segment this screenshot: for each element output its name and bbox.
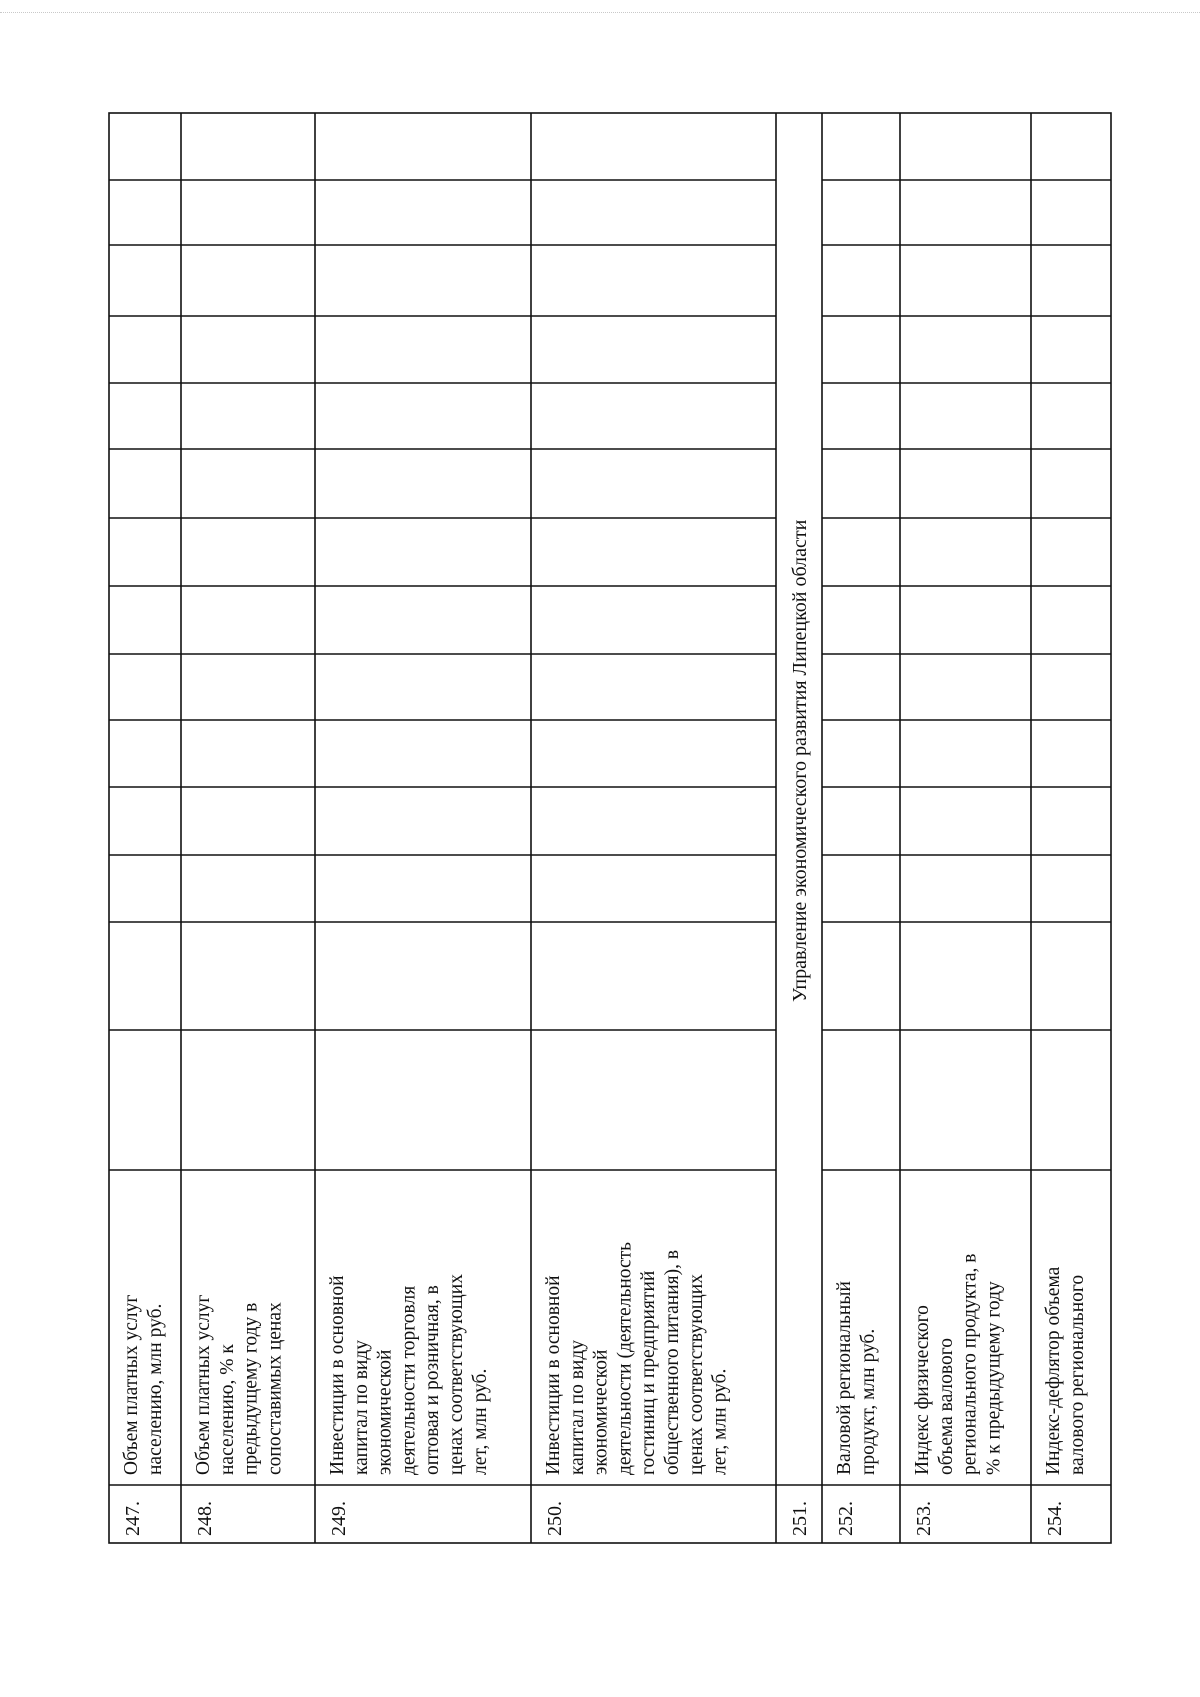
row-number: 254. bbox=[1044, 1501, 1066, 1536]
row-number: 248. bbox=[194, 1501, 216, 1536]
indicator-text: лет, млн руб. bbox=[709, 1368, 731, 1475]
indicator-text: капитал по виду bbox=[566, 1339, 588, 1475]
indicator-text: лет, млн руб. bbox=[469, 1368, 491, 1475]
row-number: 253. bbox=[913, 1501, 935, 1536]
indicator-text: Инвестиции в основной bbox=[327, 1275, 348, 1475]
indicator-text: деятельности (деятельность bbox=[614, 1241, 636, 1475]
row-number: 249. bbox=[328, 1501, 350, 1536]
indicator-text: предыдущему году в bbox=[240, 1302, 262, 1475]
indicator-text: населению, млн руб. bbox=[144, 1303, 166, 1475]
indicator-text: экономической bbox=[590, 1349, 612, 1475]
table-row bbox=[121, 1295, 166, 1536]
table-row bbox=[912, 1254, 1004, 1536]
indicator-text: ценах соответствующих bbox=[446, 1274, 467, 1475]
indicator-text: Инвестиции в основной bbox=[543, 1275, 564, 1475]
table-row bbox=[834, 1281, 879, 1536]
indicator-text: Валовой региональный bbox=[834, 1281, 855, 1475]
indicator-text: Объем платных услуг bbox=[121, 1294, 142, 1475]
indicator-text: Индекс физического bbox=[912, 1305, 933, 1475]
table-text bbox=[121, 519, 1088, 1536]
section-heading: Управление экономического развития Липецкой области bbox=[789, 519, 811, 1002]
row-number: 251. bbox=[789, 1501, 811, 1536]
indicator-text: Индекс-дефлятор объема bbox=[1043, 1266, 1064, 1475]
indicator-text: ценах соответствующих bbox=[685, 1274, 707, 1475]
indicator-text: сопоставимых ценах bbox=[264, 1302, 286, 1475]
row-number: 252. bbox=[835, 1501, 857, 1536]
table-row bbox=[327, 1274, 491, 1536]
indicator-text: Объем платных услуг bbox=[193, 1294, 214, 1475]
indicator-text: капитал по виду bbox=[350, 1339, 372, 1475]
indicator-text: деятельности торговля bbox=[398, 1285, 420, 1475]
indicator-text: % к предыдущему году bbox=[983, 1281, 1005, 1475]
indicator-text: оптовая и розничная, в bbox=[422, 1285, 444, 1475]
indicator-text: объема валового bbox=[935, 1337, 957, 1475]
row-number: 250. bbox=[544, 1501, 566, 1536]
indicator-text: валового регионального bbox=[1066, 1274, 1088, 1475]
row-number: 247. bbox=[122, 1501, 144, 1536]
table-row bbox=[789, 519, 811, 1536]
indicator-text: регионального продукта, в bbox=[959, 1253, 981, 1475]
indicator-text: общественного питания), в bbox=[662, 1249, 683, 1475]
indicator-text: населению, % к bbox=[216, 1344, 238, 1475]
indicator-text: продукт, млн руб. bbox=[857, 1328, 879, 1475]
indicator-text: гостиниц и предприятий bbox=[638, 1270, 660, 1475]
table-row bbox=[543, 1242, 731, 1536]
table-row bbox=[193, 1295, 285, 1536]
table-row bbox=[1043, 1266, 1088, 1536]
indicator-text: экономической bbox=[374, 1349, 396, 1475]
